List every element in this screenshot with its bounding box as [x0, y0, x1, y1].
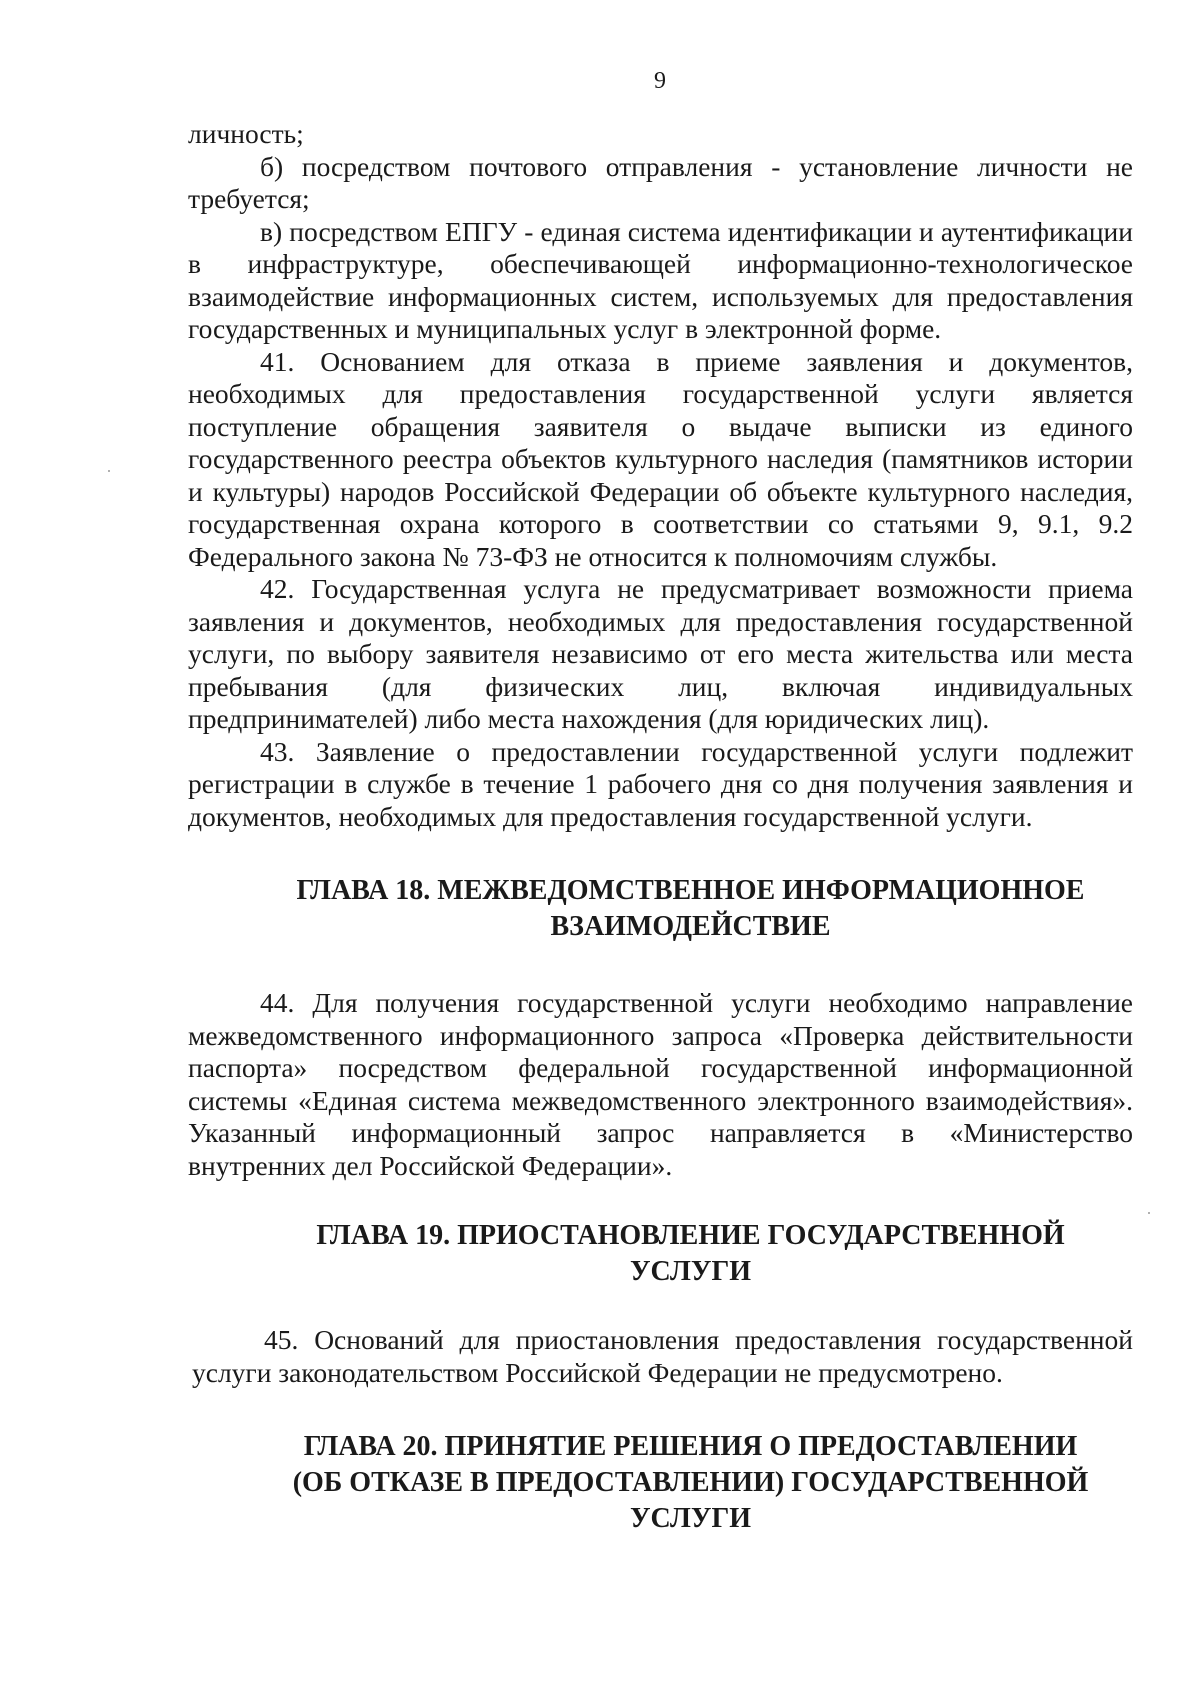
chapter-20-heading-line-1: ГЛАВА 20. ПРИНЯТИЕ РЕШЕНИЯ О ПРЕДОСТАВЛЕНИИ: [303, 1431, 1078, 1462]
chapter-20-heading-line-3: УСЛУГИ: [629, 1503, 752, 1534]
paragraph-lichnost: личность;: [188, 118, 304, 149]
paragraph-43: 43. Заявление о предоставлении государственной услуги подлежит регистрации в службе в течение 1 рабочего дня со дня получения заявления и документов, необходимых для предоставления государственной услуги.: [188, 735, 1133, 832]
page-number: 9: [654, 68, 666, 94]
chapter-18-heading: [188, 873, 1133, 945]
chapter-19-heading: [188, 1218, 1133, 1290]
scan-speck: [108, 470, 110, 472]
paragraph-v: в) посредством ЕПГУ - единая система идентификации и аутентификации в инфраструктуре, обеспечивающей информационно-технологическое взаимодействие информационных систем, используемых для предоставления государственных и муниципальных услуг в электронной форме.: [188, 215, 1133, 344]
chapter-19-heading-line-1: ГЛАВА 19. ПРИОСТАНОВЛЕНИЕ ГОСУДАРСТВЕННОЙ: [316, 1220, 1065, 1251]
paragraph-45: 45. Оснований для приостановления предоставления государственной услуги законодательством Российской Федерации не предусмотрено.: [192, 1324, 1133, 1388]
paragraph-42: 42. Государственная услуга не предусматривает возможности приема заявления и документов, необходимых для предоставления государственной услуги, по выбору заявителя независимо от его места жительства или места пребывания (для физических лиц, включая индивидуальных предпринимателей) либо места нахождения (для юридических лиц).: [188, 573, 1133, 734]
chapter-19-heading-line-2: УСЛУГИ: [629, 1256, 752, 1287]
paragraph-41: 41. Основанием для отказа в приеме заявления и документов, необходимых для предоставления государственной услуги является поступление обращения заявителя о выдаче выписки из единого государственного реестра объектов культурного наследия (памятников истории и культуры) народов Российской Федерации об объекте культурного наследия, государственная охрана которого в соответствии со статьями 9, 9.1, 9.2 Федерального закона № 73-ФЗ не относится к полномочиям службы.: [188, 345, 1133, 572]
document-body: [188, 118, 1133, 1537]
chapter-18-heading-line-2: ВЗАИМОДЕЙСТВИЕ: [550, 911, 831, 942]
paragraph-44: 44. Для получения государственной услуги необходимо направление межведомственного информационного запроса «Проверка действительности паспорта» посредством федеральной государственной информационной системы «Единая система межведомственного электронного взаимодействия». Указанный информационный запрос направляется в «Министерство внутренних дел Российской Федерации».: [188, 987, 1133, 1181]
chapter-18-heading-line-1: ГЛАВА 18. МЕЖВЕДОМСТВЕННОЕ ИНФОРМАЦИОННОЕ: [296, 875, 1085, 906]
scan-speck: [1148, 1212, 1150, 1214]
chapter-20-heading: [188, 1429, 1133, 1537]
chapter-20-heading-line-2: (ОБ ОТКАЗЕ В ПРЕДОСТАВЛЕНИИ) ГОСУДАРСТВЕННОЙ: [292, 1467, 1089, 1498]
paragraph-b: б) посредством почтового отправления - установление личности не требуется;: [188, 150, 1133, 214]
